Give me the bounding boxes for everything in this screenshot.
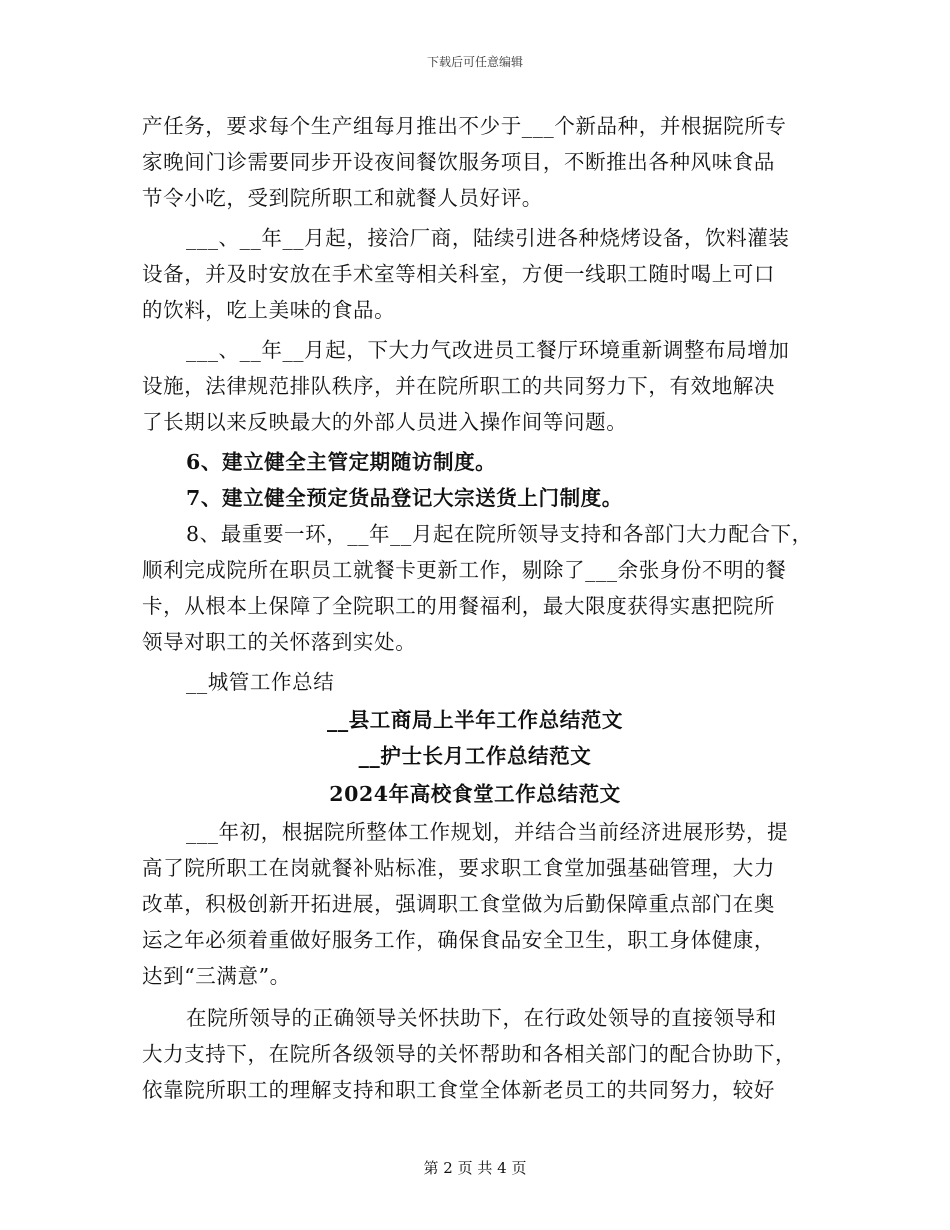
body-line: 依靠院所职工的理解支持和职工食堂全体新老员工的共同努力，较好 (142, 1078, 775, 1102)
body-line: 节令小吃，受到院所职工和就餐人员好评。 (142, 186, 543, 210)
body-line: 了长期以来反映最大的外部人员进入操作间等问题。 (142, 410, 628, 434)
body-line: 大力支持下，在院所各级领导的关怀帮助和各相关部门的配合协助下， (142, 1042, 797, 1066)
document-title: 2024年高校食堂工作总结范文 (329, 782, 621, 806)
body-line: 领导对职工的关怀落到实处。 (142, 630, 417, 654)
body-line: 的饮料，吃上美味的食品。 (142, 298, 396, 322)
body-line: 设备，并及时安放在手术室等相关科室，方便一线职工随时喝上可口 (142, 262, 775, 286)
body-line: 改革，积极创新开拓进展，强调职工食堂做为后勤保障重点部门在奥 (142, 892, 775, 916)
body-line: 卡，从根本上保障了全院职工的用餐福利，最大限度获得实惠把院所 (142, 594, 775, 618)
body-line: 高了院所职工在岗就餐补贴标准，要求职工食堂加强基础管理，大力 (142, 856, 775, 880)
page-footer: 第 2 页 共 4 页 (423, 1159, 527, 1177)
item-heading: 7、建立健全预定货品登记大宗送货上门制度。 (186, 486, 623, 510)
section-title: __护士长月工作总结范文 (358, 744, 592, 768)
body-line: ___、__年__月起，下大力气改进员工餐厅环境重新调整布局增加 (186, 338, 790, 362)
body-line: ___年初，根据院所整体工作规划，并结合当前经济进展形势，提 (186, 820, 789, 844)
body-line: 达到“三满意”。 (142, 964, 291, 988)
page-header: 下载后可任意编辑 (426, 55, 523, 69)
body-line: 运之年必须着重做好服务工作，确保食品安全卫生，职工身体健康， (142, 928, 775, 952)
body-line: ___、__年__月起，接洽厂商，陆续引进各种烧烤设备，饮料灌装 (186, 226, 790, 250)
section-title: __县工商局上半年工作总结范文 (327, 708, 623, 732)
body-line: 8、最重要一环，__年__月起在院所领导支持和各部门大力配合下， (186, 522, 813, 546)
body-line: 产任务，要求每个生产组每月推出不少于___个新品种，并根据院所专 (142, 114, 787, 138)
body-line: 设施，法律规范排队秩序，并在院所职工的共同努力下，有效地解决 (142, 374, 775, 398)
related-link: __城管工作总结 (186, 670, 335, 694)
body-line: 家晚间门诊需要同步开设夜间餐饮服务项目，不断推出各种风味食品 (142, 150, 775, 174)
item-heading: 6、建立健全主管定期随访制度。 (186, 450, 497, 474)
body-line: 顺利完成院所在职员工就餐卡更新工作，剔除了___余张身份不明的餐 (142, 558, 787, 582)
body-line: 在院所领导的正确领导关怀扶助下，在行政处领导的直接领导和 (186, 1006, 777, 1030)
